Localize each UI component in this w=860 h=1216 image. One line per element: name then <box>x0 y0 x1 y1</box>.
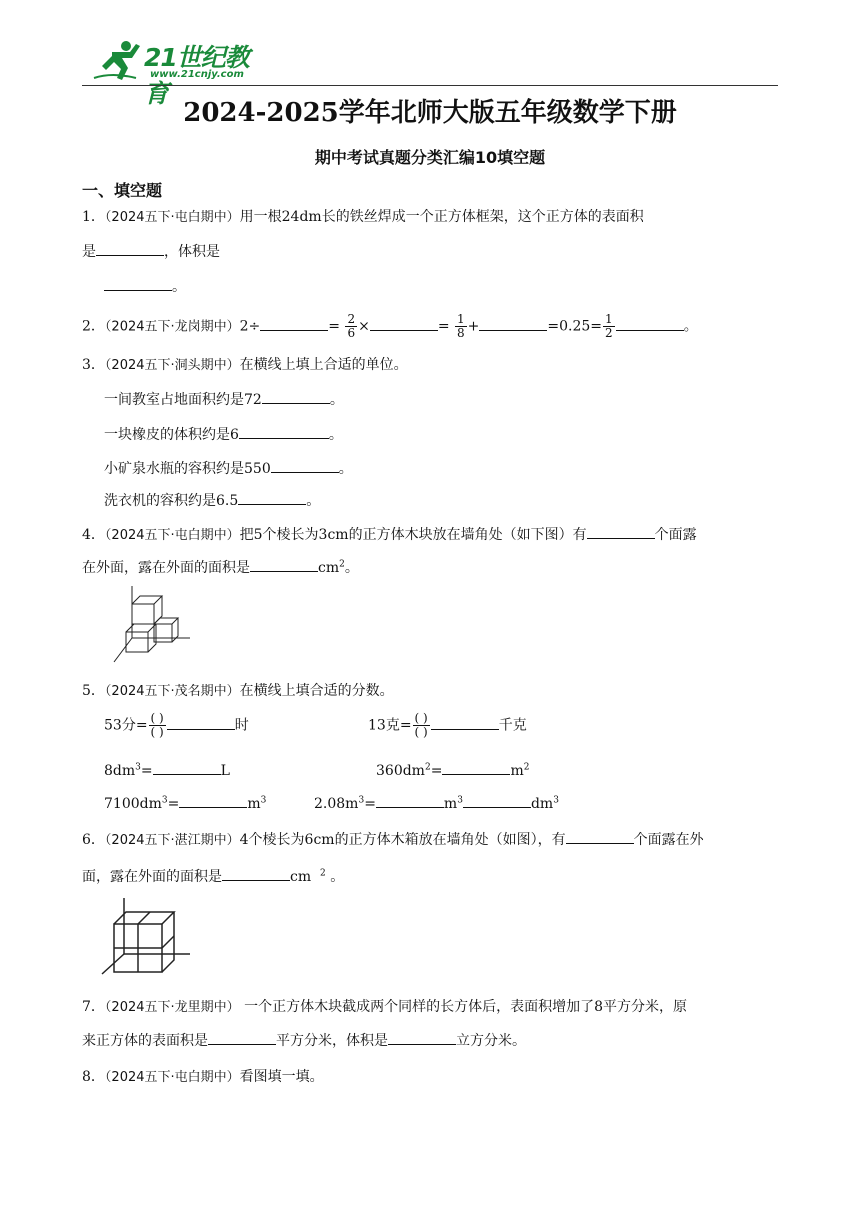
question-source: （2024五下·茂名期中） <box>104 684 240 699</box>
question-5-c <box>104 762 230 779</box>
question-6-line-2 <box>82 866 344 886</box>
question-source: （2024五下·洞头期中） <box>104 358 240 373</box>
fraction <box>413 712 430 739</box>
text: ，体积是 <box>164 244 220 260</box>
text: m <box>443 796 458 812</box>
denominator: 2 <box>605 326 613 340</box>
text: × <box>358 318 370 335</box>
question-text: 看图填一填。 <box>239 1069 324 1085</box>
text: 。 <box>330 869 345 885</box>
text: 小矿泉水瓶的容积约是550 <box>104 461 271 477</box>
numerator[interactable]: ( ) <box>150 711 164 725</box>
answer-blank[interactable] <box>566 831 634 844</box>
logo-url: www.21cnjy.com <box>150 69 244 80</box>
text: m <box>247 796 261 812</box>
answer-blank[interactable] <box>262 391 330 404</box>
denominator[interactable]: ( ) <box>150 725 164 739</box>
answer-blank[interactable] <box>167 717 235 730</box>
text: 洗衣机的容积约是6.5 <box>104 493 239 509</box>
question-number: 1． <box>82 209 105 225</box>
denominator[interactable]: ( ) <box>414 725 428 739</box>
text: 一间教室占地面积约是72 <box>104 392 262 408</box>
question-6 <box>82 829 704 849</box>
numerator: 1 <box>605 312 613 326</box>
numerator[interactable]: ( ) <box>414 711 428 725</box>
text: 时 <box>234 717 249 734</box>
question-source: （2024五下·龙岗期中） <box>104 319 240 335</box>
text: 8dm <box>104 763 136 779</box>
text: cm <box>318 560 340 576</box>
question-5-d <box>376 762 529 779</box>
answer-blank[interactable] <box>208 1032 276 1045</box>
question-number: 7． <box>82 999 105 1015</box>
question-5 <box>82 680 394 700</box>
question-source: （2024五下·屯白期中） <box>104 210 240 225</box>
numerator: 2 <box>347 312 356 326</box>
question-1-line-2 <box>82 241 220 261</box>
question-text: 在横线上填合适的分数。 <box>239 683 394 699</box>
text: =0.25= <box>547 318 603 335</box>
question-text: 把5个棱长为3cm的正方体木块放在墙角处（如下图）有 <box>239 527 587 543</box>
logo <box>92 38 267 108</box>
text: = <box>430 763 443 779</box>
text: = <box>437 318 450 335</box>
denominator: 8 <box>457 326 465 340</box>
question-5-f <box>314 795 559 812</box>
question-number: 3． <box>82 357 105 373</box>
text: cm <box>290 869 312 885</box>
question-4-line-2 <box>82 557 359 577</box>
text: 立方分米。 <box>456 1033 526 1049</box>
cubes-corner-figure-4 <box>98 898 194 976</box>
question-3-c <box>104 458 353 478</box>
text: 在外面，露在外面的面积是 <box>82 560 250 576</box>
question-3 <box>82 354 408 374</box>
fraction <box>345 313 357 340</box>
question-text: 在横线上填上合适的单位。 <box>239 357 408 373</box>
text: 。 <box>329 392 344 408</box>
text: 。 <box>306 493 321 509</box>
answer-blank[interactable] <box>238 492 306 505</box>
superscript: 2 <box>320 868 326 879</box>
answer-blank[interactable] <box>370 318 438 331</box>
answer-blank[interactable] <box>96 243 164 256</box>
text: 。 <box>683 318 698 335</box>
fraction <box>455 313 467 340</box>
numerator: 1 <box>457 312 465 326</box>
answer-blank[interactable] <box>376 795 444 808</box>
question-3-a <box>104 389 344 409</box>
superscript: 3 <box>457 795 463 806</box>
text: 7100dm <box>104 796 162 812</box>
section-heading: 一、填空题 <box>82 181 163 200</box>
text: 360dm <box>376 763 425 779</box>
answer-blank[interactable] <box>250 559 318 572</box>
text: = <box>140 763 153 779</box>
question-text: 一个正方体木块截成两个同样的长方体后，表面积增加了8平方分米，原 <box>239 999 687 1015</box>
answer-blank[interactable] <box>442 762 510 775</box>
question-text: 用一根24dm长的铁丝焊成一个正方体框架，这个正方体的表面积 <box>239 209 644 225</box>
superscript: 3 <box>553 795 559 806</box>
answer-blank[interactable] <box>431 717 499 730</box>
page-subtitle: 期中考试真题分类汇编10填空题 <box>314 148 546 167</box>
text: 个面露在外 <box>633 832 704 848</box>
answer-blank[interactable] <box>260 318 328 331</box>
superscript: 3 <box>358 795 365 806</box>
denominator: 6 <box>347 326 356 340</box>
text: dm <box>530 796 554 812</box>
question-3-d <box>104 490 320 510</box>
runner-logo-icon <box>92 38 144 84</box>
superscript: 2 <box>339 559 345 570</box>
answer-blank[interactable] <box>104 278 172 291</box>
text: 13克= <box>368 717 412 734</box>
text: m <box>510 763 524 779</box>
answer-blank[interactable] <box>179 795 247 808</box>
text: 平方分米，体积是 <box>276 1033 388 1049</box>
question-source: （2024五下·屯白期中） <box>104 1070 240 1085</box>
question-1 <box>82 206 644 226</box>
answer-blank[interactable] <box>587 526 655 539</box>
question-1-line-3 <box>104 276 186 296</box>
text: 是 <box>82 244 96 260</box>
superscript: 3 <box>135 762 141 773</box>
superscript: 3 <box>260 795 267 806</box>
answer-blank[interactable] <box>153 762 221 775</box>
text: 千克 <box>498 717 527 734</box>
fraction <box>603 313 615 340</box>
question-5-a <box>104 712 249 739</box>
question-7 <box>82 996 687 1016</box>
text: 。 <box>328 427 343 443</box>
text: 面，露在外面的面积是 <box>82 869 222 885</box>
question-7-line-2 <box>82 1030 526 1050</box>
answer-blank[interactable] <box>479 318 547 331</box>
text: 53分= <box>104 717 148 734</box>
answer-blank[interactable] <box>222 868 290 881</box>
text: L <box>220 763 230 779</box>
logo-text: 21世纪教育 <box>144 43 249 108</box>
cubes-corner-figure-5 <box>110 586 195 666</box>
text: 。 <box>338 461 353 477</box>
text: 2.08m <box>314 796 359 812</box>
text: 来正方体的表面积是 <box>82 1033 208 1049</box>
superscript: 2 <box>523 762 530 773</box>
question-5-e <box>104 795 266 812</box>
question-source: （2024五下·湛江期中） <box>104 833 240 848</box>
question-text: 4个棱长为6cm的正方体木箱放在墙角处（如图），有 <box>239 832 566 848</box>
question-number: 5． <box>82 683 105 699</box>
text: 。 <box>172 279 186 295</box>
text: 个面露 <box>654 527 697 543</box>
text: + <box>467 318 480 335</box>
answer-blank[interactable] <box>388 1032 456 1045</box>
text: = <box>167 796 180 812</box>
question-3-b <box>104 424 343 444</box>
question-8 <box>82 1066 324 1086</box>
superscript: 2 <box>424 762 431 773</box>
question-number: 6． <box>82 832 105 848</box>
text: 一块橡皮的体积约是6 <box>104 427 239 443</box>
page-title: 2024-2025学年北师大版五年级数学下册 <box>183 98 677 128</box>
question-number: 4． <box>82 527 105 543</box>
text: 2÷ <box>239 318 261 335</box>
text: 。 <box>344 560 359 576</box>
question-source: （2024五下·屯白期中） <box>104 528 240 543</box>
question-number: 8． <box>82 1069 105 1085</box>
question-5-b <box>368 712 527 739</box>
answer-blank[interactable] <box>616 318 684 331</box>
answer-blank[interactable] <box>463 795 531 808</box>
question-2 <box>82 313 698 340</box>
text: = <box>364 796 376 812</box>
answer-blank[interactable] <box>239 426 329 439</box>
text: = <box>328 318 341 335</box>
question-number: 2． <box>82 318 105 335</box>
fraction <box>149 712 166 739</box>
answer-blank[interactable] <box>271 460 339 473</box>
question-source: （2024五下·龙里期中） <box>104 1000 240 1015</box>
superscript: 3 <box>161 795 168 806</box>
question-4 <box>82 524 697 544</box>
header-divider <box>82 85 778 86</box>
